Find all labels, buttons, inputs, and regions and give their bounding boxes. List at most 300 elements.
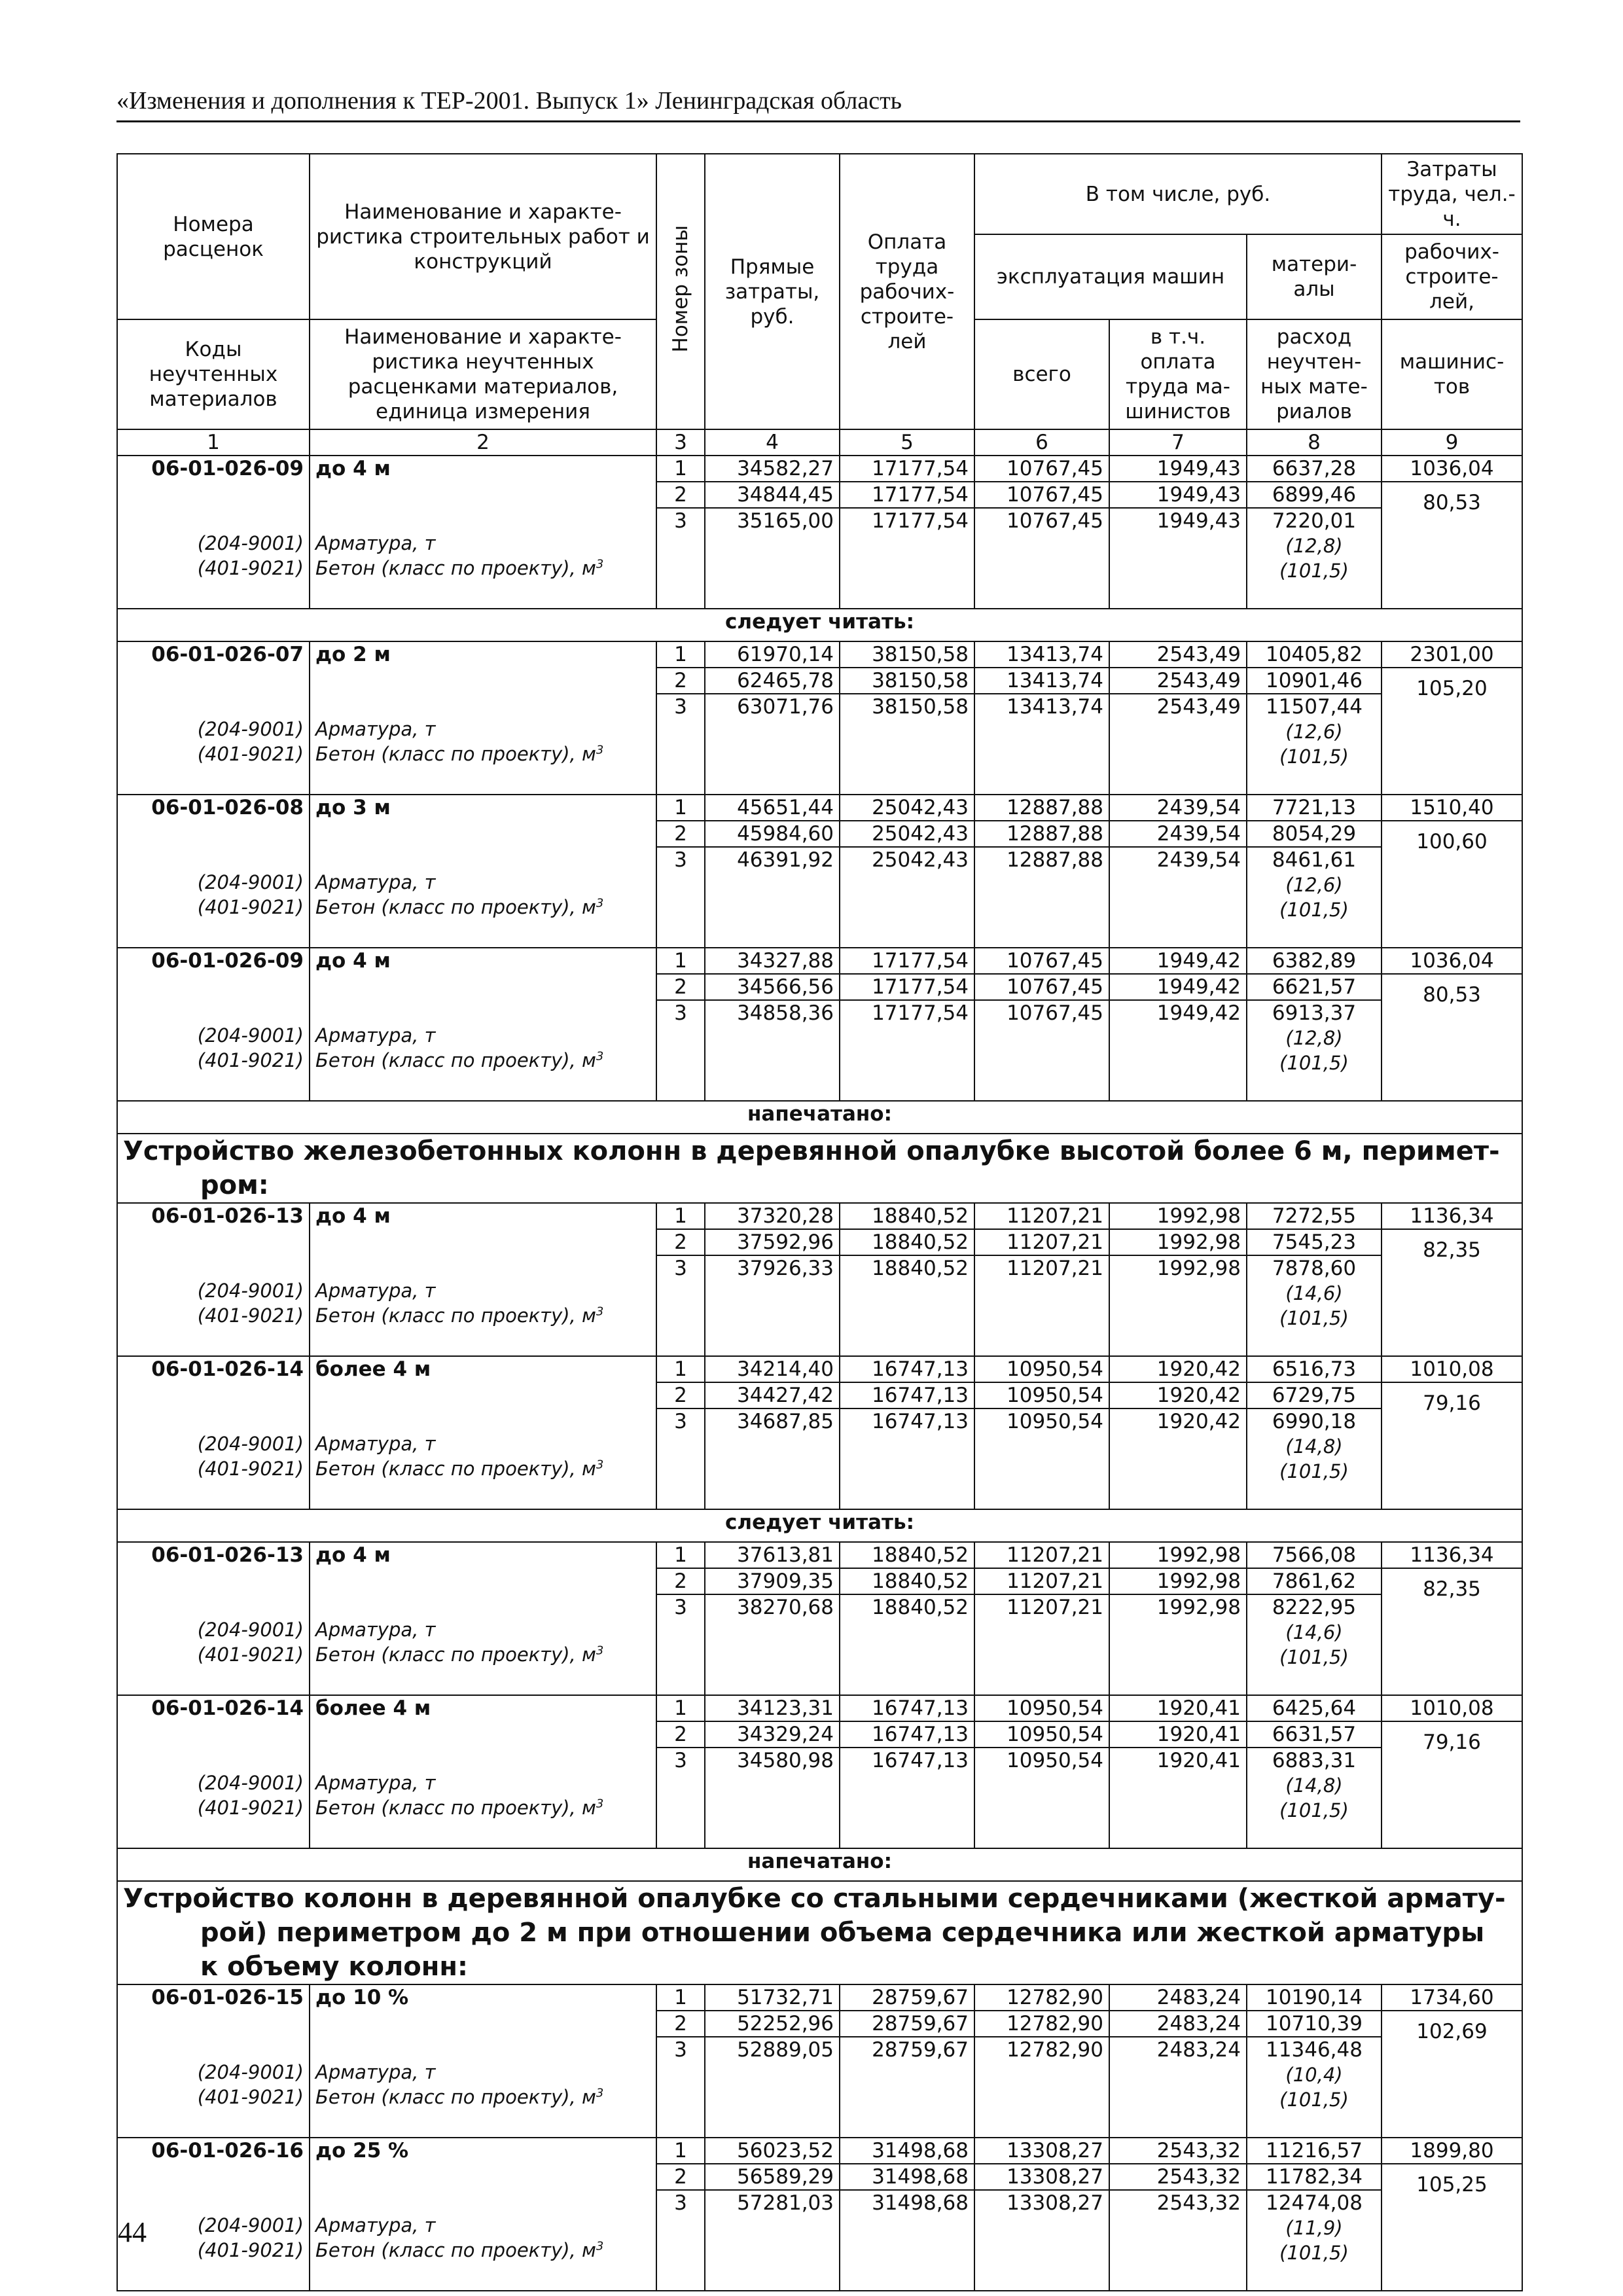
material-code: (401-9021) [197,896,304,918]
value-cell: 12782,90 [974,2037,1109,2138]
value-cell: 10767,45 [974,974,1109,1000]
material-consumption: (12,8) [1285,1027,1343,1049]
material-name-text: Арматура, т [315,1433,436,1455]
materials-cell [1247,1748,1382,1848]
table-header [117,154,1522,456]
value-cell: 37320,28 [705,1203,840,1229]
value-cell: 2483,24 [1109,1984,1247,2011]
work-name-cell [310,1984,656,2138]
materials-cell [1247,1382,1382,1408]
labor-workers: 1036,04 [1382,948,1522,974]
work-name-cell [310,456,656,609]
column-number: 6 [974,429,1109,456]
material-code: (204-9001) [197,1433,304,1455]
value-cell: 1992,98 [1109,1568,1247,1594]
zone-number: 1 [656,1356,705,1382]
rate-code: 06-01-026-07 [151,643,304,666]
value-cell: 2483,24 [1109,2037,1247,2138]
column-number-row [117,429,1522,456]
unit-superscript: 3 [596,896,604,910]
material-code: (401-9021) [197,743,304,765]
spacer [123,1568,304,1617]
materials-cell [1247,821,1382,847]
material-consumption: (101,5) [1279,2242,1349,2264]
col8-header-bottom: расход неучтен-ных мате-риалов [1247,319,1382,429]
value-cell: 2439,54 [1109,795,1247,821]
labor-machinists: 80,53 [1382,482,1522,609]
zone-number: 2 [656,1382,705,1408]
materials-cell [1247,2037,1382,2138]
section-title [117,1881,1522,1984]
material-code: (204-9001) [197,1280,304,1302]
table-row [117,456,1522,482]
spacer [315,481,651,531]
spacer [123,2163,304,2213]
materials-value: 7272,55 [1272,1204,1357,1228]
column-number: 8 [1247,429,1382,456]
column-number: 5 [840,429,974,456]
materials-cell [1247,2138,1382,2164]
spacer [315,2163,651,2213]
section-title [117,1134,1522,1203]
material-name [315,2213,651,2238]
value-cell: 34327,88 [705,948,840,974]
materials-cell [1247,1594,1382,1695]
material-name-text: Арматура, т [315,871,436,893]
labor-machinists: 105,20 [1382,668,1522,795]
materials-value: 7545,23 [1272,1230,1357,1254]
value-cell: 1920,42 [1109,1408,1247,1509]
materials-cell [1247,1695,1382,1721]
material-consumption: (10,4) [1285,2064,1343,2086]
material-consumption: (101,5) [1279,899,1349,921]
material-name-text: Бетон (класс по проекту), м [315,2239,596,2261]
materials-cell [1247,508,1382,609]
zone-number: 3 [656,1255,705,1356]
value-cell: 34329,24 [705,1721,840,1748]
value-cell: 1992,98 [1109,1229,1247,1255]
col8-header-top: матери-алы [1247,234,1382,319]
material-code: (204-9001) [197,2214,304,2236]
value-cell: 56589,29 [705,2164,840,2190]
unit-superscript: 3 [596,557,604,571]
value-cell: 11207,21 [974,1203,1109,1229]
value-cell: 38150,58 [840,668,974,694]
material-name-text: Арматура, т [315,2214,436,2236]
material-name [315,1617,651,1642]
material-code: (401-9021) [197,1643,304,1666]
value-cell: 45651,44 [705,795,840,821]
material-name [315,1278,651,1303]
zone-number: 3 [656,694,705,795]
value-cell: 12887,88 [974,795,1109,821]
materials-value: 7721,13 [1272,796,1357,819]
value-cell: 31498,68 [840,2164,974,2190]
value-cell: 37613,81 [705,1542,840,1568]
value-cell: 11207,21 [974,1255,1109,1356]
zone-number: 2 [656,668,705,694]
materials-cell [1247,1000,1382,1101]
labor-workers: 1136,34 [1382,1203,1522,1229]
material-consumption: (14,8) [1285,1774,1343,1797]
zone-header-text: Номер зоны [669,224,692,353]
value-cell: 52252,96 [705,2011,840,2037]
value-cell: 17177,54 [840,974,974,1000]
labor-workers: 1510,40 [1382,795,1522,821]
value-cell: 11207,21 [974,1594,1109,1695]
value-cell: 52889,05 [705,2037,840,2138]
material-code: (204-9001) [197,1772,304,1794]
column-number: 7 [1109,429,1247,456]
value-cell: 18840,52 [840,1255,974,1356]
value-cell: 34566,56 [705,974,840,1000]
value-cell: 34123,31 [705,1695,840,1721]
unit-superscript: 3 [596,1049,604,1064]
material-code: (401-9021) [197,2239,304,2261]
value-cell: 34580,98 [705,1748,840,1848]
spacer [123,667,304,717]
material-code: (204-9001) [197,871,304,893]
materials-cell [1247,668,1382,694]
value-cell: 34687,85 [705,1408,840,1509]
materials-value: 10190,14 [1266,1986,1363,2009]
value-cell: 2439,54 [1109,821,1247,847]
material-name-text: Арматура, т [315,1280,436,1302]
value-cell: 1920,41 [1109,1721,1247,1748]
material-name-text: Бетон (класс по проекту), м [315,557,596,579]
material-name-text: Бетон (класс по проекту), м [315,1458,596,1480]
section-label: напечатано: [117,1848,1522,1881]
materials-value: 7878,60 [1272,1257,1357,1280]
rate-code-cell [117,456,310,609]
zone-number: 3 [656,508,705,609]
spacer [315,1382,651,1431]
value-cell: 2543,32 [1109,2164,1247,2190]
material-name [315,1023,651,1048]
material-name-text: Арматура, т [315,2061,436,2083]
material-code: (401-9021) [197,1458,304,1480]
value-cell: 10950,54 [974,1408,1109,1509]
material-consumption: (12,8) [1285,535,1343,557]
value-cell: 10767,45 [974,1000,1109,1101]
material-name [315,895,651,920]
zone-number: 1 [656,795,705,821]
value-cell: 13308,27 [974,2138,1109,2164]
value-cell: 11207,21 [974,1542,1109,1568]
section-title-line: рой) периметром до 2 м при отношении объема сердечника или жесткой арматуры [200,1918,1485,1948]
zone-number: 1 [656,1695,705,1721]
value-cell: 2543,49 [1109,668,1247,694]
material-name [315,742,651,766]
rate-code: 06-01-026-13 [151,1543,304,1567]
material-name-text: Арматура, т [315,1619,436,1641]
materials-value: 10901,46 [1266,669,1363,692]
materials-cell [1247,974,1382,1000]
materials-value: 6621,57 [1272,975,1357,999]
material-code: (401-9021) [197,1797,304,1819]
value-cell: 35165,00 [705,508,840,609]
materials-cell [1247,1255,1382,1356]
material-code: (204-9001) [197,532,304,554]
unit-superscript: 3 [596,1458,604,1472]
value-cell: 2543,32 [1109,2138,1247,2164]
spacer [315,1568,651,1617]
material-code: (204-9001) [197,2061,304,2083]
value-cell: 28759,67 [840,1984,974,2011]
rate-code: 06-01-026-14 [151,1357,304,1381]
material-code: (401-9021) [197,557,304,579]
materials-cell [1247,1721,1382,1748]
zone-number: 2 [656,1229,705,1255]
rate-code: 06-01-026-14 [151,1696,304,1720]
material-code: (204-9001) [197,1024,304,1047]
material-name-text: Бетон (класс по проекту), м [315,1304,596,1327]
zone-number: 2 [656,974,705,1000]
material-code: (204-9001) [197,1619,304,1641]
rate-code: 06-01-026-09 [151,949,304,973]
unit-superscript: 3 [596,2239,604,2253]
material-consumption: (101,5) [1279,1799,1349,1821]
value-cell: 10950,54 [974,1721,1109,1748]
material-consumption: (101,5) [1279,560,1349,582]
material-name-text: Арматура, т [315,1772,436,1794]
material-code: (204-9001) [197,718,304,740]
value-cell: 12887,88 [974,847,1109,948]
value-cell: 46391,92 [705,847,840,948]
value-cell: 25042,43 [840,847,974,948]
value-cell: 10767,45 [974,948,1109,974]
value-cell: 34427,42 [705,1382,840,1408]
table-body [117,456,1522,2291]
value-cell: 51732,71 [705,1984,840,2011]
zone-number: 1 [656,2138,705,2164]
materials-cell [1247,1356,1382,1382]
labor-workers: 1010,08 [1382,1695,1522,1721]
work-name-cell [310,1356,656,1509]
labor-machinists: 82,35 [1382,1229,1522,1356]
material-consumption: (14,6) [1285,1282,1343,1304]
spacer [123,2010,304,2060]
materials-cell [1247,2190,1382,2291]
zone-number: 2 [656,1568,705,1594]
rate-code: 06-01-026-13 [151,1204,304,1228]
value-cell: 1920,42 [1109,1356,1247,1382]
value-cell: 2543,32 [1109,2190,1247,2291]
value-cell: 37592,96 [705,1229,840,1255]
section-title-line: ром: [200,1170,269,1200]
materials-value: 11216,57 [1266,2139,1363,2162]
work-name-cell [310,641,656,795]
rate-code-cell [117,948,310,1101]
materials-cell [1247,2011,1382,2037]
spacer [123,1382,304,1431]
material-name [315,717,651,742]
rate-code: 06-01-026-09 [151,457,304,480]
value-cell: 2543,49 [1109,694,1247,795]
value-cell: 11207,21 [974,1229,1109,1255]
value-cell: 63071,76 [705,694,840,795]
value-cell: 2543,49 [1109,641,1247,668]
value-cell: 1920,41 [1109,1695,1247,1721]
value-cell: 13413,74 [974,668,1109,694]
value-cell: 1949,43 [1109,482,1247,508]
value-cell: 17177,54 [840,482,974,508]
material-name-text: Арматура, т [315,718,436,740]
materials-cell [1247,847,1382,948]
material-name-text: Бетон (класс по проекту), м [315,1643,596,1666]
material-name [315,2060,651,2085]
material-consumption: (12,6) [1285,874,1343,896]
materials-value: 6631,57 [1272,1723,1357,1746]
materials-cell [1247,1203,1382,1229]
material-consumption: (11,9) [1285,2217,1343,2239]
value-cell: 18840,52 [840,1542,974,1568]
work-name: до 10 % [315,1986,409,2009]
value-cell: 34582,27 [705,456,840,482]
work-name-cell [310,1203,656,1356]
value-cell: 17177,54 [840,456,974,482]
spacer [315,820,651,870]
zone-number: 1 [656,1984,705,2011]
material-name-text: Бетон (класс по проекту), м [315,743,596,765]
materials-value: 6990,18 [1272,1410,1357,1433]
zone-number: 2 [656,1721,705,1748]
value-cell: 10950,54 [974,1695,1109,1721]
col7-header: в т.ч. оплата труда ма-шинистов [1109,319,1247,429]
materials-cell [1247,641,1382,668]
zone-number: 1 [656,1542,705,1568]
value-cell: 31498,68 [840,2190,974,2291]
work-name: более 4 м [315,1357,431,1381]
value-cell: 1992,98 [1109,1255,1247,1356]
work-name-cell [310,2138,656,2291]
value-cell: 1920,42 [1109,1382,1247,1408]
labor-machinists: 105,25 [1382,2164,1522,2291]
section-title-line: к объему колонн: [200,1952,469,1982]
value-cell: 34844,45 [705,482,840,508]
section-title-row [117,1881,1522,1984]
value-cell: 56023,52 [705,2138,840,2164]
spacer [123,973,304,1023]
col6-header: всего [974,319,1109,429]
rate-code-cell [117,641,310,795]
value-cell: 16747,13 [840,1408,974,1509]
zone-number: 1 [656,1203,705,1229]
column-number: 3 [656,429,705,456]
column-number: 9 [1382,429,1522,456]
spacer [315,2010,651,2060]
value-cell: 61970,14 [705,641,840,668]
labor-machinists: 102,69 [1382,2011,1522,2138]
materials-value: 7861,62 [1272,1570,1357,1593]
labor-workers: 1136,34 [1382,1542,1522,1568]
labor-workers: 1734,60 [1382,1984,1522,2011]
col1-header-bottom: Коды неучтенных материалов [117,319,310,429]
value-cell: 11207,21 [974,1568,1109,1594]
table-row [117,1542,1522,1568]
work-name: до 4 м [315,457,391,480]
value-cell: 18840,52 [840,1594,974,1695]
material-name-text: Бетон (класс по проекту), м [315,896,596,918]
col5-header: Оплата труда рабочих-строите-лей [840,154,974,429]
zone-number: 3 [656,2190,705,2291]
value-cell: 13413,74 [974,641,1109,668]
materials-value: 6382,89 [1272,949,1357,973]
value-cell: 10950,54 [974,1382,1109,1408]
labor-machinists: 82,35 [1382,1568,1522,1695]
zone-number: 3 [656,1748,705,1848]
page-number: 44 [118,2216,147,2248]
exploitation-header: эксплуатация машин [974,234,1247,319]
materials-value: 6729,75 [1272,1384,1357,1407]
value-cell: 2439,54 [1109,847,1247,948]
value-cell: 37909,35 [705,1568,840,1594]
materials-value: 12474,08 [1266,2191,1363,2215]
value-cell: 10767,45 [974,482,1109,508]
work-name: до 25 % [315,2139,409,2162]
material-consumption: (14,6) [1285,1621,1343,1643]
materials-cell [1247,948,1382,974]
material-code: (401-9021) [197,1304,304,1327]
material-name [315,2085,651,2109]
value-cell: 1949,42 [1109,974,1247,1000]
labor-machinists: 100,60 [1382,821,1522,948]
work-name: до 2 м [315,643,391,666]
table-row [117,1984,1522,2011]
material-consumption: (101,5) [1279,745,1349,768]
materials-value: 6516,73 [1272,1357,1357,1381]
rates-table [116,153,1523,2291]
material-name-text: Бетон (класс по проекту), м [315,1797,596,1819]
labor-workers: 1899,80 [1382,2138,1522,2164]
work-name: до 4 м [315,1543,391,1567]
value-cell: 17177,54 [840,948,974,974]
col2-header-top: Наименование и характе-ристика строительных работ и конструкций [310,154,656,319]
value-cell: 28759,67 [840,2011,974,2037]
spacer [123,481,304,531]
unit-superscript: 3 [596,1304,604,1319]
labor-workers: 1010,08 [1382,1356,1522,1382]
value-cell: 16747,13 [840,1721,974,1748]
value-cell: 25042,43 [840,821,974,847]
materials-cell [1247,795,1382,821]
value-cell: 37926,33 [705,1255,840,1356]
material-name-text: Арматура, т [315,1024,436,1047]
spacer [123,820,304,870]
value-cell: 34214,40 [705,1356,840,1382]
table-row [117,1356,1522,1382]
value-cell: 34858,36 [705,1000,840,1101]
material-name [315,1770,651,1795]
rate-code-cell [117,1356,310,1509]
materials-value: 10710,39 [1266,2012,1363,2036]
table-row [117,641,1522,668]
material-consumption: (14,8) [1285,1435,1343,1458]
materials-value: 8222,95 [1272,1596,1357,1619]
material-consumption: (12,6) [1285,721,1343,743]
table-row [117,1695,1522,1721]
materials-value: 6883,31 [1272,1749,1357,1772]
rate-code-cell [117,1984,310,2138]
materials-cell [1247,1984,1382,2011]
material-consumption: (101,5) [1279,1646,1349,1668]
unit-superscript: 3 [596,1797,604,1811]
material-name [315,1048,651,1073]
value-cell: 45984,60 [705,821,840,847]
running-header: «Изменения и дополнения к ТЕР-2001. Выпуск 1» Ленинградская область [116,85,1520,122]
work-name: до 4 м [315,949,391,973]
work-name-cell [310,1542,656,1695]
